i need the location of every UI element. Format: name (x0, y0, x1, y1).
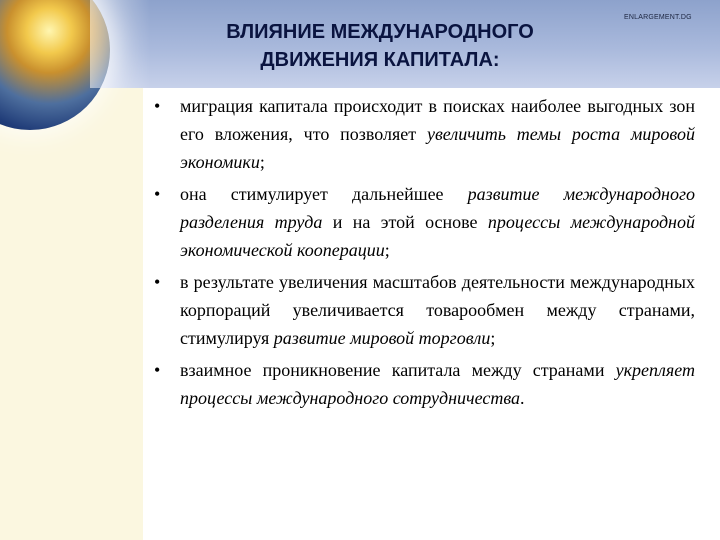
item-text: взаимное проникновение капитала между странами (180, 360, 616, 380)
bullet-list (150, 92, 695, 412)
item-text: она стимулирует дальнейшее (180, 184, 468, 204)
list-item (150, 180, 695, 264)
item-italic-text: развитие мировой торговли (273, 328, 491, 348)
bullet-list-container (150, 92, 695, 416)
item-italic-text: увеличить темы роста мировой экономики (180, 124, 695, 172)
title-line-2: ДВИЖЕНИЯ КАПИТАЛА: (260, 49, 500, 71)
list-item (150, 92, 695, 176)
list-item (150, 268, 695, 352)
bullet-dot-icon: • (154, 96, 161, 116)
item-text: ; (259, 152, 265, 172)
bullet-dot-icon: • (154, 184, 161, 204)
item-text: миграция капитала происходит в поисках наиболее выгодных зон его вложения, что позволяет (180, 96, 695, 144)
bullet-dot-icon: • (154, 360, 161, 380)
item-italic-text: развитие международного разделения труда (180, 184, 695, 232)
item-text: в результате увеличения масштабов деятельности международных корпораций увеличивается товарообмен между странами, стимулируя (180, 272, 695, 348)
slide-title (180, 18, 580, 74)
title-line-1: ВЛИЯНИЕ МЕЖДУНАРОДНОГО (226, 21, 534, 43)
item-text: . (520, 388, 525, 408)
item-text: и на этой основе (322, 212, 488, 232)
item-italic-text: укрепляет процессы международного сотрудничества (180, 360, 695, 408)
item-text: ; (384, 240, 390, 260)
list-item (150, 356, 695, 412)
bullet-dot-icon: • (154, 272, 161, 292)
globe-glow (90, 0, 150, 88)
logo-text: ENLARGEMENT.DG (624, 14, 692, 21)
item-text: ; (490, 328, 496, 348)
item-italic-text: процессы международной экономической кооперации (180, 212, 695, 260)
